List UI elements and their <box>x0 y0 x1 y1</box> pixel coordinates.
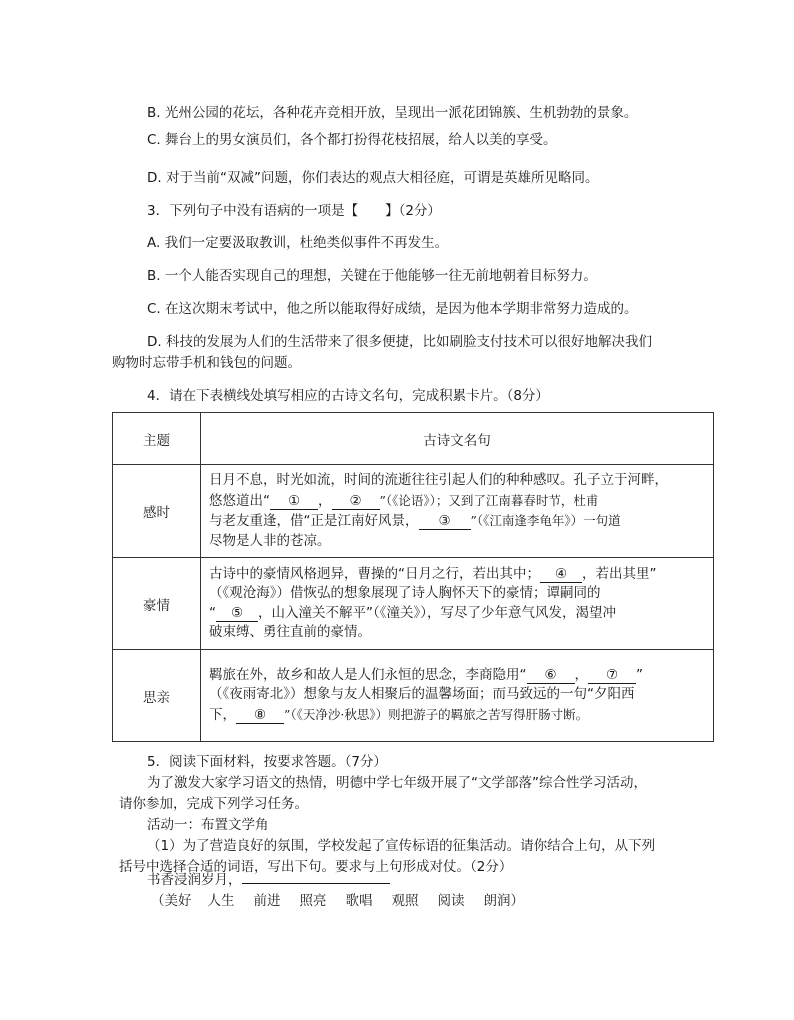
q3-option-c: C. 在这次期末考试中，他之所以能取得好成绩，是因为他本学期非常努力造成的。 <box>147 301 638 317</box>
text: “ <box>209 604 216 621</box>
q5-intro-line1: 为了激发大家学习语文的热情，明德中学七年级开展了“文学部落”综合性学习活动， <box>147 775 647 791</box>
q2-option-b: B. 光州公园的花坛，各种花卉竞相开放，呈现出一派花团锦簇、生机勃勃的景象。 <box>147 105 638 121</box>
text: ”（《江南逢李龟年》）一句道 <box>470 513 621 528</box>
text-line <box>209 511 705 532</box>
q5-answer-line <box>147 868 390 888</box>
fill-blank-8[interactable]: ⑧ <box>236 708 284 724</box>
word-bank-item: 人生 <box>207 893 235 909</box>
word-bank-item: 阅读 <box>437 893 465 909</box>
row-content <box>201 465 714 558</box>
fill-blank-2[interactable]: ② <box>332 494 380 510</box>
fill-blank-1[interactable]: ① <box>270 494 318 510</box>
word-bank-item: 前进 <box>253 893 281 909</box>
table-header-row <box>113 413 714 465</box>
text-line <box>209 565 705 585</box>
text: ”（《天净沙·秋思》）则把游子的羁旅之苦写得肝肠寸断。 <box>284 706 589 722</box>
text: 羁旅在外，故乡和故人是人们永恒的思念，李商隐用“ <box>209 666 527 683</box>
table-row <box>113 650 714 742</box>
text-line <box>209 666 705 686</box>
text: ， <box>574 666 588 683</box>
word-bank-item: 歌唱 <box>345 893 373 909</box>
q4-stem: 4．请在下表横线处填写相应的古诗文名句，完成积累卡片。（8分） <box>147 388 549 404</box>
given-line-text: 书香浸润岁月， <box>147 872 242 888</box>
text-line: （《观沧海》）借恢弘的想象展现了诗人胸怀天下的豪情；谭嗣同的 <box>209 585 601 601</box>
q3-option-b: B. 一个人能否实现自己的理想，关键在于他能够一往无前地朝着目标努力。 <box>147 268 597 284</box>
header-theme: 主题 <box>113 413 201 465</box>
row-content <box>201 650 714 742</box>
fill-blank-5[interactable]: ⑤ <box>216 606 258 622</box>
text: ，山入潼关不解平”（《潼关》），写尽了少年意气风发，渴望冲 <box>258 604 616 621</box>
q3-option-d-line1: D. 科技的发展为人们的生活带来了很多便捷，比如刷脸支付技术可以很好地解决我们 <box>147 334 652 350</box>
q3-stem: 3．下列句子中没有语病的一项是【 】（2分） <box>147 203 441 219</box>
row-theme: 感时 <box>113 465 201 558</box>
text-line <box>209 491 705 512</box>
q2-option-d: D. 对于当前“双减”问题，你们表达的观点大相径庭，可谓是英雄所见略同。 <box>147 170 599 186</box>
q5-sub1-line2: 括号中选择合适的词语，写出下句。要求与上句形成对仗。（2分） <box>119 859 513 875</box>
text: 下， <box>209 706 236 723</box>
fill-blank-7[interactable]: ⑦ <box>588 668 636 684</box>
row-theme: 思亲 <box>113 650 201 742</box>
fill-blank-3[interactable]: ③ <box>419 514 471 530</box>
word-bank-item: 朗润） <box>483 893 524 909</box>
table-row <box>113 465 714 558</box>
word-bank-item: （美好 <box>151 893 192 909</box>
text-line <box>209 705 705 726</box>
text-line <box>209 604 705 624</box>
text: 古诗中的豪情风格迥异，曹操的“日月之行，若出其中； <box>209 565 540 582</box>
q5-intro-line2: 请你参加，完成下列学习任务。 <box>119 796 308 812</box>
q3-option-a: A. 我们一定要汲取教训，杜绝类似事件不再发生。 <box>147 235 449 251</box>
text-line: 尽物是人非的苍凉。 <box>209 532 331 549</box>
text: ，若出其里” <box>582 565 657 582</box>
fill-blank-4[interactable]: ④ <box>540 567 582 583</box>
word-bank <box>151 889 524 909</box>
q5-stem: 5．阅读下面材料，按要求答题。（7分） <box>147 754 387 770</box>
text: ”（《论语》）；又到了江南暮春时节，杜甫 <box>379 492 599 508</box>
word-bank-item: 观照 <box>391 893 419 909</box>
accumulation-card-table <box>112 412 714 742</box>
table-row <box>113 558 714 650</box>
fill-blank-6[interactable]: ⑥ <box>527 668 575 684</box>
text: ” <box>636 666 643 683</box>
text-line: 破束缚、勇往直前的豪情。 <box>209 624 371 640</box>
text: 与老友重逢，借“正是江南好风景， <box>209 513 419 529</box>
row-content <box>201 558 714 650</box>
answer-blank[interactable] <box>242 883 390 884</box>
text-line: （《夜雨寄北》）想象与友人相聚后的温馨场面；而马致远的一句“夕阳西 <box>209 686 635 703</box>
q5-sub1-line1: （1）为了营造良好的氛围，学校发起了宣传标语的征集活动。请你结合上句，从下列 <box>147 838 656 854</box>
text: 悠悠道出“ <box>209 492 270 509</box>
header-content: 古诗文名句 <box>201 413 714 465</box>
q2-option-c: C. 舞台上的男女演员们，各个都打扮得花枝招展，给人以美的享受。 <box>147 132 557 148</box>
text-line: 日月不息，时光如流，时间的流逝往往引起人们的种种感叹。孔子立于河畔， <box>209 472 668 488</box>
word-bank-item: 照亮 <box>299 893 327 909</box>
text: ， <box>318 492 332 509</box>
q3-option-d-line2: 购物时忘带手机和钱包的问题。 <box>112 355 301 371</box>
row-theme: 豪情 <box>113 558 201 650</box>
q5-activity-title: 活动一：布置文学角 <box>147 817 269 833</box>
